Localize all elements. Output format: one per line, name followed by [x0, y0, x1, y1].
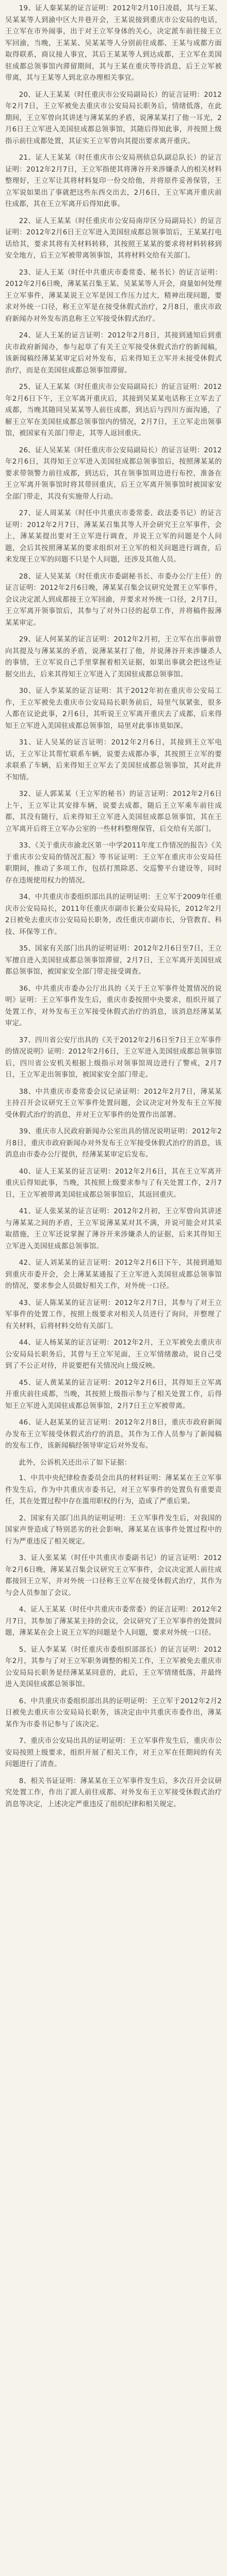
section-intro: 此外，公诉机关还出示了如下证据：: [19, 1459, 132, 1467]
evidence-paragraph: 41、证人张某某的证言证明：2012年2月初，王立军曾向其讲述与薄某某之间的矛盾，王立军说薄某某对其不满，并说可能会对其采取措施，王立军还说掌握了薄谷开来涉嫌杀人的证据，后来其得知王立军进入美国驻成都总领事馆。: [5, 1208, 222, 1250]
evidence-paragraph: 20、证人王某某（时任重庆市公安局副局长）的证言证明：2012年2月7日，王立军被免去重庆市公安局局长职务后，情绪低落，在此期间，王立军曾向其讲述与薄某某的矛盾，说薄某某打了他一耳光，2月6日王立军进入美国驻成都总领事馆，其随后得知此事，并按照上级指示前往成都处置，其证实王立军曾向其提出要求离开重庆。: [5, 91, 222, 145]
evidence-paragraph: 35、国家有关部门出具的证明证明：2012年2月6日至7日，王立军擅自进入美国驻成都总领事馆滞留，2月7日，王立军离开美国驻成都总领事馆，被国家安全部门带走接受调查。: [5, 945, 222, 976]
evidence-paragraph: 3、证人张某某（时任中共重庆市委副书记）的证言证明：2012年2月6日晚，薄某某召集会议研究王立军事件，会议决定派人前往成都接回王立军，并对外统一口径称王立军在接受休假式治疗，其作为与会人员参加了会议。: [5, 1554, 222, 1597]
evidence-paragraph: 43、证人陈某某的证言证明：2012年2月7日，其参与了对王立军事件的处置工作，按照上级要求对相关人员进行了询问，并整理了有关材料，后将材料交给有关部门。: [5, 1299, 222, 1330]
evidence-paragraph: 1、中共中央纪律检查委员会出具的材料证明：薄某某在王立军事件发生后，作为中共重庆市委书记，对王立军事件的处置负有重要责任，其在处置过程中存在滥用职权的行为，造成了严重后果。: [5, 1475, 222, 1505]
evidence-paragraph: 38、中共重庆市委常委会议记录证明：2012年2月7日，薄某某主持召开会议研究王立军事件处置问题，会议决定对外发布王立军接受休假式治疗的消息，并对王立军事件的处置作出部署。: [5, 1088, 222, 1119]
evidence-paragraph: 4、证人王某某（时任中共重庆市委常委）的证言证明：2012年2月7日，其参加了薄某某主持的会议，会议研究了王立军事件的处置问题，薄某某在会上说王立军的问题是个人问题，要求对外统一口径。: [5, 1606, 222, 1637]
evidence-paragraph: 6、中共重庆市委组织部出具的证明证明：王立军于2012年2月2日被免去重庆市公安局局长职务，该决定由中共重庆市委作出，薄某某作为市委书记参与了该决定。: [5, 1697, 222, 1728]
evidence-paragraph: 26、证人吴某某（时任重庆市公安局副局长）的证言证明：2012年2月6日，其得知王立军进入美国驻成都总领事馆后，按照薄某某的要求带领警力前往成都，到达后，其在领事馆周边进行布控，准备在王立军离开领事馆时将其带回重庆，后王立军离开领事馆时被国家安全部门带走，其没有实施带人行动。: [5, 446, 222, 501]
evidence-paragraph: 22、证人王某某（时任重庆市公安局南岸区分局副局长）的证言证明：2012年2月6日王立军进入美国驻成都总领事馆后，王某某打电话给其，要求其将有关材料转移，其按照王某某的要求将材料转移到安全地方，后王立军被带离领事馆，其将材料交给有关部门。: [5, 217, 222, 260]
evidence-paragraph: 44、证人杨某某的证言证明：2012年2月，王立军被免去重庆市公安局局长职务后，其曾与王立军见面，王立军情绪激动，说自己受到了不公正对待，并说要把有关情况向上级反映。: [5, 1339, 222, 1370]
evidence-paragraph: 21、证人王某某（时任重庆市公安局刑侦总队副总队长）的证言证明：2012年2月7日，王立军指使其将薄谷开来涉嫌杀人的相关材料整理好，王立军让其将材料复印一份交给他，并将原件妥善保管，王立军说如果出了事就把这些东西交出去，2月6日，王立军离开重庆前往成都，其在王立军离开后得知此事。: [5, 154, 222, 208]
evidence-paragraph: 19、证人秦某某的证言证明：2012年2月10日凌晨，其与王某、吴某某等人到渝中区大井巷开会，王某说接到重庆市公安局的电话，王立军在市外闹事，出于对王立军身体的关心，决定派车前往接王立军回渝，当晚，王某某、吴某某等人分别前往成都、王某与成都方面取得联系，商议接人事宜，其后王某某等人到达成都，王立军在美国驻成都总领事馆内滞留期间，其与王某在重庆等待消息，后王立军被带离，其与王某等人到北京办理相关事宜。: [5, 5, 222, 82]
evidence-paragraph: 28、证人吴某某（时任重庆市委副秘书长、市委办公厅主任）的证言证明：2012年2月6日晚，薄某某召集会议研究处置王立军事件，会议决定派人到成都接王立军回渝，并要求对外统一口径，2月7日，王立军离开领事馆后，其参与了对外口径的起草工作，并将稿件报薄某某审定。: [5, 572, 222, 627]
evidence-paragraph: 8、相关书证证明：薄某某在王立军事件发生后，多次召开会议研究处置工作，作出了派人前往成都、对外发布王立军接受休假式治疗消息等决定，上述决定严重违反了组织纪律和相关规定。: [5, 1777, 222, 1808]
evidence-paragraph: 40、证人王某某的证言证明：2012年2月6日，其在王立军离开重庆后得知此事，当晚，其按照上级要求参与了有关处置工作，2月7日，王立军被带离美国驻成都总领事馆后，其返回重庆。: [5, 1167, 222, 1199]
evidence-paragraph: 45、证人黄某某的证言证明：2012年2月6日，其得知王立军离开重庆前往成都，当晚，其按照上级指示参与了相关处置工作，后得知王立军进入美国驻成都总领事馆，2月7日王立军被带离。: [5, 1379, 222, 1410]
evidence-paragraph: 7、重庆市公安局出具的证明证明：王立军事件发生后，重庆市公安局按照上级要求，组织开展了相关工作，对王立军在任期间的有关问题进行了清查。: [5, 1737, 222, 1768]
evidence-paragraph: 2、国家有关部门出具的证明证明：王立军事件发生后，对我国的国家声誉造成了特别恶劣的社会影响，薄某某在该事件处置过程中的行为严重违反了相关规定。: [5, 1514, 222, 1546]
evidence-paragraph: 5、证人李某某（时任重庆市委组织部部长）的证言证明：2012年2月，其参与了对王立军职务调整的相关工作，王立军被免去重庆市公安局局长职务是经薄某某同意的，此后，王立军情绪低落，并最终进入美国驻成都总领事馆。: [5, 1646, 222, 1688]
document-body: [5, 3, 222, 1810]
evidence-paragraph: 33、《关于重庆市渝北区第一中学2011年度工作情况的报告》《关于重庆市公安局的情况汇报》等书证证明：王立军在重庆市公安局任职期间，推动了多项工作，包括打黑除恶、交巡警平台建设等，同时存在违规使用权力的情况。: [5, 842, 222, 885]
evidence-paragraph: 34、中共重庆市委组织部出具的证明证明：王立军于2009年任重庆市公安局局长，2011年任重庆市副市长兼公安局局长，2012年2月2日被免去重庆市公安局局长职务，改任重庆市副市长，分管教育、科技、环保等工作。: [5, 893, 222, 936]
evidence-paragraph: 31、证人吴某的证言证明：2012年2月6日，其接到王立军电话，王立军让其帮忙联系车辆，说要去成都办事，其按照王立军的要求联系了车辆，后来得知王立军去了美国驻成都总领事馆，其对此并不知情。: [5, 739, 222, 782]
evidence-paragraph: 23、证人王某（时任中共重庆市委常委、秘书长）的证言证明：2012年2月6日晚，薄某某召集王某、吴某某等人开会，商量如何处理王立军事件，薄某某说王立军是因工作压力过大，精神出现问题，要求对外统一口径，称王立军是在接受休假式治疗，2月8日，重庆市政府新闻办对外发布消息称王立军接受休假式治疗。: [5, 268, 222, 323]
evidence-paragraph: 24、证人王某的证言证明：2012年2月8日，其接到通知后到重庆市政府新闻办，参与起草了有关王立军接受休假式治疗的新闻稿，该新闻稿经薄某某审定后对外发布，后来得知王立军并未接受休假式治疗，而是在美国驻成都总领事馆滞留。: [5, 332, 222, 375]
evidence-paragraph: 46、证人赵某某的证言证明：2012年2月8日，重庆市政府新闻办发布王立军接受休假式治疗的消息，其作为工作人员参与了新闻稿的发布工作，该新闻稿经领导审定后对外发布。: [5, 1419, 222, 1450]
evidence-paragraph: 29、证人何某某的证言证明：2012年2月初，王立军在出事前曾向其提及与薄某某的矛盾，说薄某某打了他，并说薄谷开来涉嫌杀人的事情，王立军说自己手里掌握着相关证据，如果出事就会把这些证据交出去，后来其得知王立军进入了美国驻成都总领事馆。: [5, 636, 222, 679]
evidence-paragraph: 36、中共重庆市委办公厅出具的《关于王立军事件处置情况的说明》证明：王立军事件发生后，重庆市委按照中央要求，组织开展了处置工作，对外发布王立军接受休假式治疗的消息，该消息经薄某某审定。: [5, 985, 222, 1027]
evidence-paragraph: 37、四川省公安厅出具的《关于2012年2月6日至7日王立军事件的情况说明》证明：2012年2月6日，王立军进入美国驻成都总领事馆后，四川省公安机关根据上级指示对领事馆周边进行了警戒，2月7日，王立军走出领事馆，被国家安全部门带走。: [5, 1036, 222, 1079]
evidence-paragraph: 39、重庆市人民政府新闻办公室出具的情况说明证明：2012年2月8日，重庆市政府新闻办对外发布王立军接受休假式治疗的消息，该消息由市委办公厅提供，经薄某某审定后发布。: [5, 1128, 222, 1159]
evidence-paragraph: 27、证人周某某（时任中共重庆市委常委、政法委书记）的证言证明：2012年2月7日，薄某某召集其等人开会研究王立军事件，会上，薄某某提出要对王立军进行调查，并说王立军的问题是个人问题，会后其按照薄某某的要求组织对王立军的相关问题进行调查，后来发现王立军的问题不只是个人问题，还涉及其他人员。: [5, 510, 222, 564]
evidence-paragraph: 32、证人郭某某（王立军的秘书）的证言证明：2012年2月6日上午，王立军让其安排车辆，说要去成都，随后王立军乘车前往成都，其没有随行，后来得知王立军进入美国驻成都总领事馆，其在王立军离开后将王立军办公室的一些材料整理保管，后交给有关部门。: [5, 790, 222, 833]
evidence-paragraph: 30、证人李某某的证言证明：其于2012年初在重庆市公安局工作，王立军被免去重庆市公安局局长职务前后，局里气氛紧张，很多人都在议论此事，2月6日，其听说王立军离开重庆去了成都，后来得知王立军进入美国驻成都总领事馆，局里对此事讳莫如深。: [5, 687, 222, 730]
evidence-paragraph: 42、证人刘某某的证言证明：2012年2月6日下午，其接到通知到重庆市委开会，会上薄某某通报了王立军进入美国驻成都总领事馆的情况，要求参会人员做好相关工作，对外统一口径。: [5, 1259, 222, 1290]
evidence-paragraph: 25、证人王某某（时任重庆市公安局副局长）的证言证明：2012年2月6日下午，王立军离开重庆后，其接到吴某某电话称王立军去了成都，当晚其随同吴某某等人前往成都，到达后与四川方面沟通，了解王立军在美国驻成都总领事馆内的情况，2月7日，王立军走出领事馆，被国家有关部门带走，其等人返回重庆。: [5, 383, 222, 437]
